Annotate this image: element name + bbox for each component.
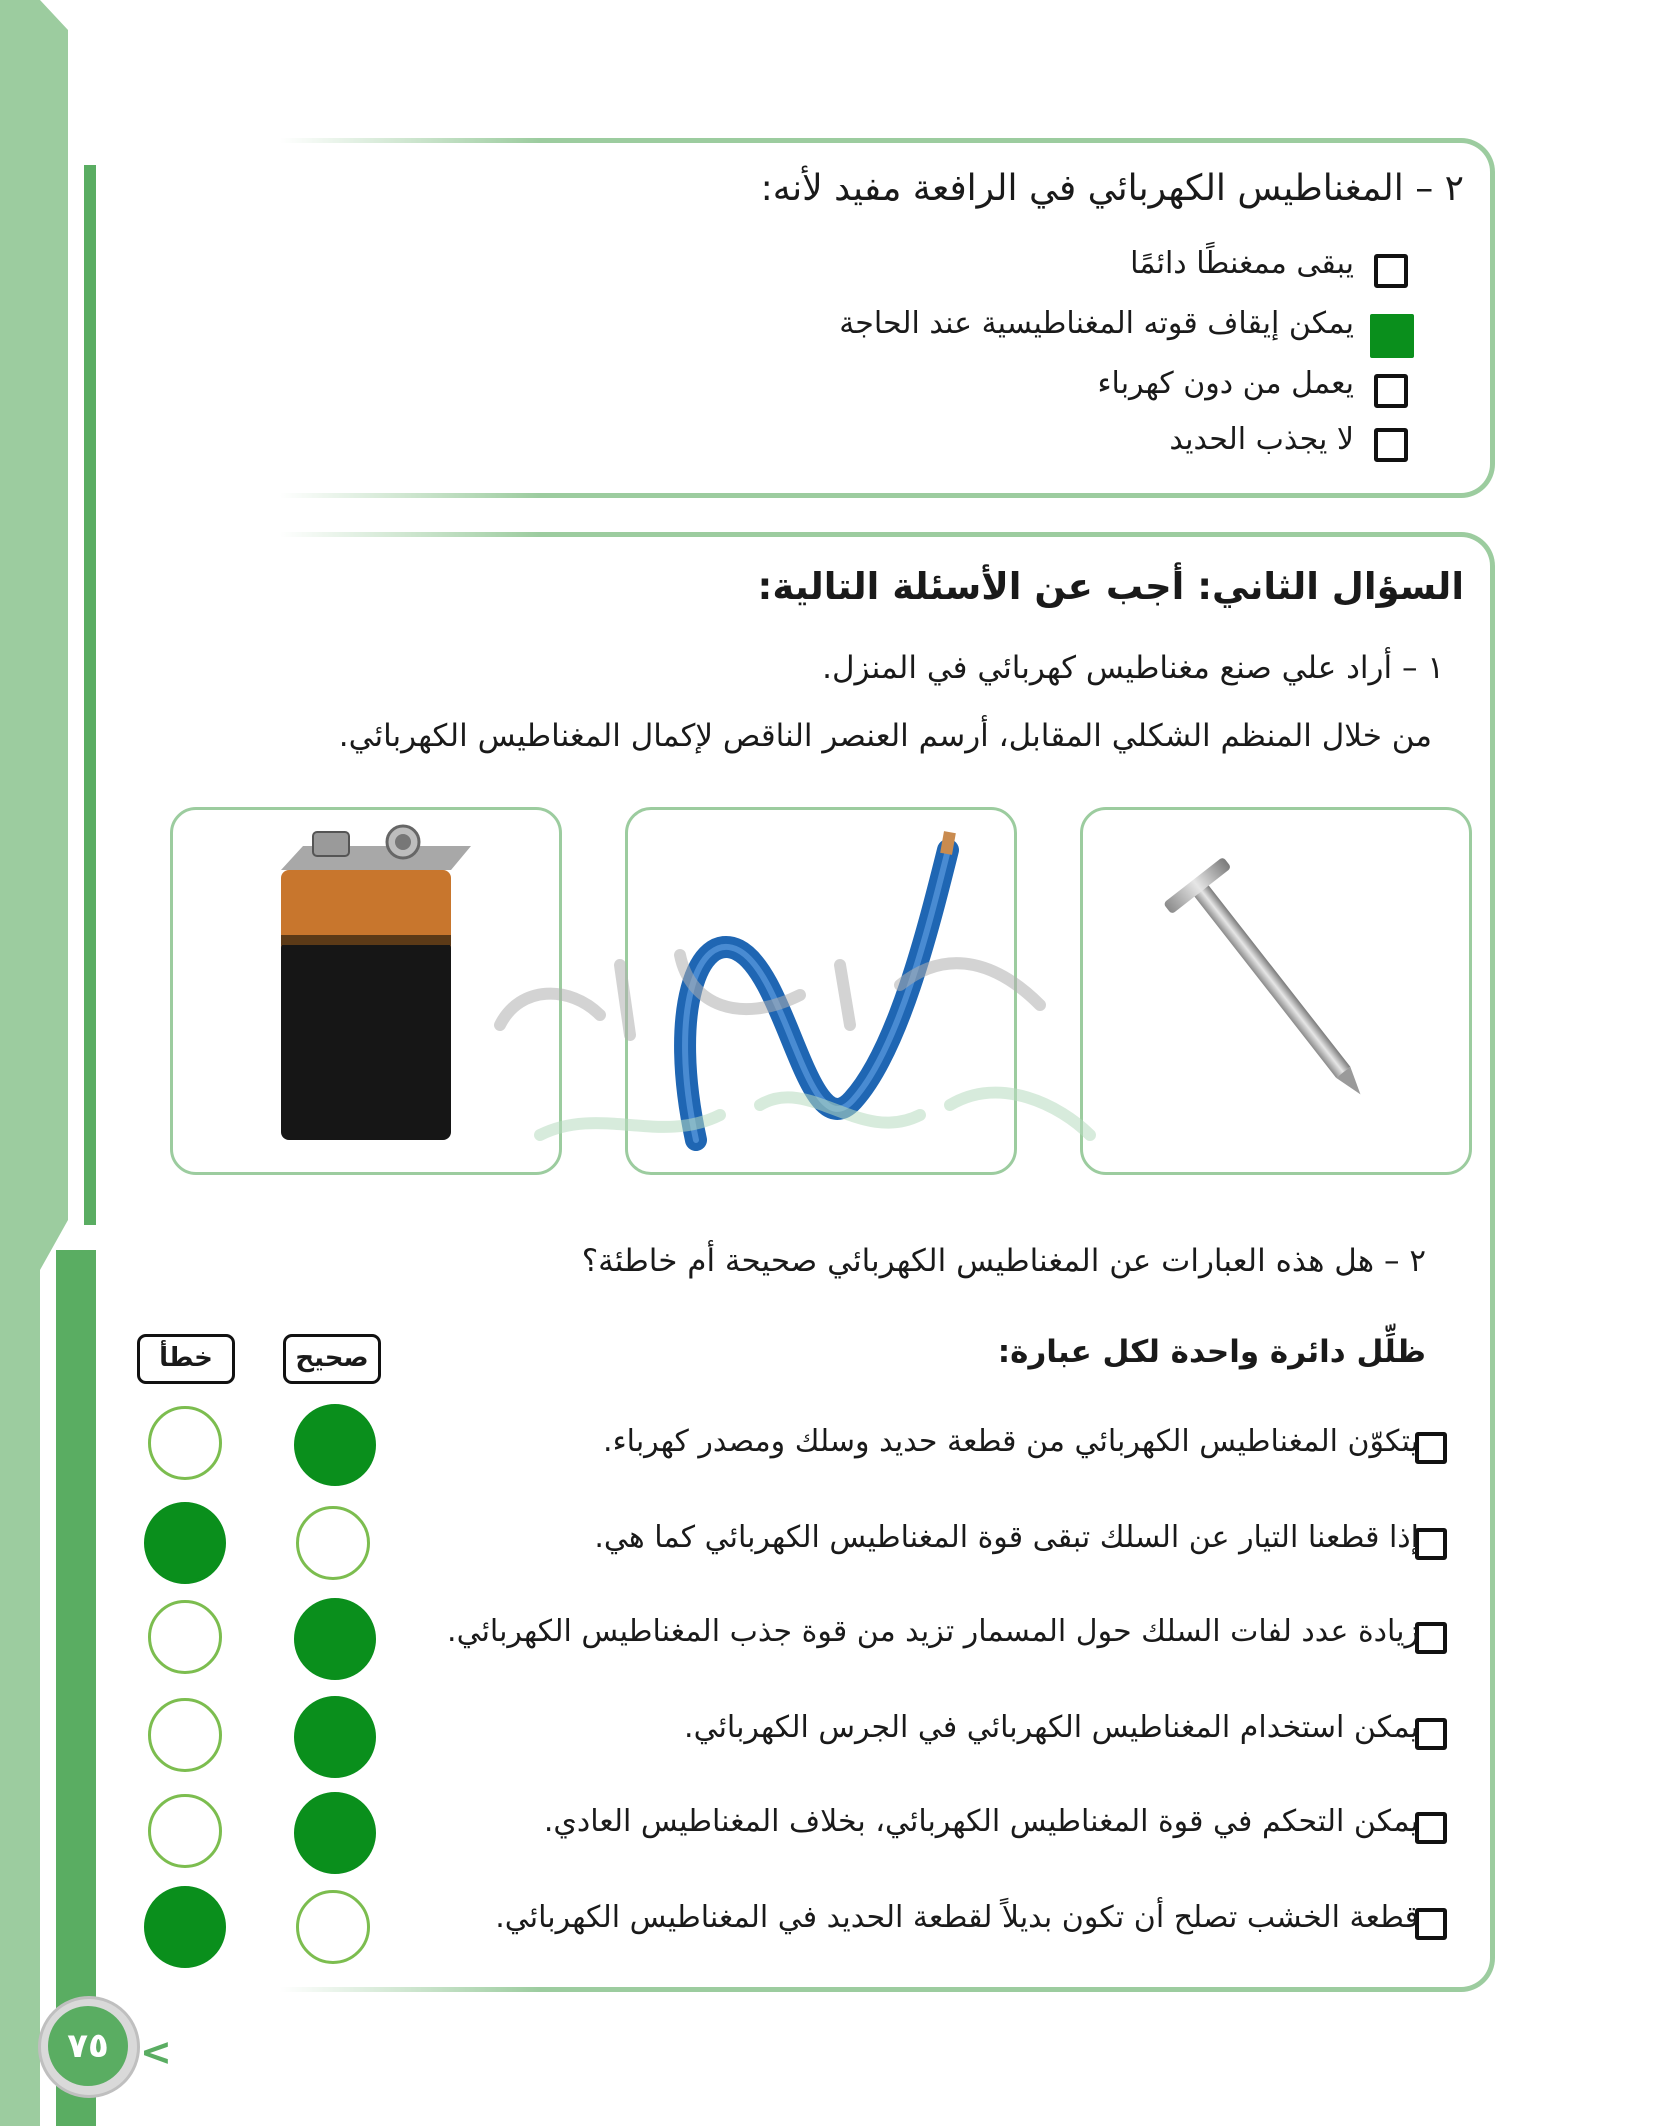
nail-image-frame bbox=[1080, 807, 1472, 1175]
item1-line2: من خلال المنظم الشكلي المقابل، أرسم العنصر الناقص لإكمال المغناطيس الكهربائي. bbox=[338, 718, 1432, 754]
statement-checkbox-1[interactable] bbox=[1415, 1432, 1447, 1464]
option-checkbox-4[interactable] bbox=[1374, 428, 1408, 462]
false-circle-4[interactable] bbox=[148, 1698, 222, 1772]
false-column-label: خطأ bbox=[137, 1334, 235, 1384]
chevron-right-icon: > bbox=[140, 2030, 172, 2074]
true-circle-4[interactable] bbox=[294, 1696, 376, 1778]
statement-checkbox-3[interactable] bbox=[1415, 1622, 1447, 1654]
false-circle-3[interactable] bbox=[148, 1600, 222, 1674]
side-band-stripe bbox=[84, 165, 96, 1225]
true-circle-6[interactable] bbox=[296, 1890, 370, 1964]
side-band-stripe-lower bbox=[56, 1250, 96, 2126]
nail-icon bbox=[1083, 810, 1469, 1172]
statement-1: يتكوّن المغناطيس الكهربائي من قطعة حديد وسلك ومصدر كهرباء. bbox=[603, 1424, 1419, 1459]
option-checkbox-1[interactable] bbox=[1374, 254, 1408, 288]
statement-3: زيادة عدد لفات السلك حول المسمار تزيد من قوة جذب المغناطيس الكهربائي. bbox=[447, 1614, 1419, 1649]
page-number: ٧٥ bbox=[48, 2006, 128, 2086]
option-label-1: يبقى ممغنطًا دائمًا bbox=[1130, 246, 1354, 281]
statement-4: يمكن استخدام المغناطيس الكهربائي في الجرس الكهربائي. bbox=[684, 1710, 1419, 1745]
instruction: ظلِّل دائرة واحدة لكل عبارة: bbox=[997, 1334, 1426, 1370]
option-checkbox-3[interactable] bbox=[1374, 374, 1408, 408]
watermark-logo bbox=[480, 905, 1120, 1205]
false-circle-1[interactable] bbox=[148, 1406, 222, 1480]
option-label-3: يعمل من دون كهرباء bbox=[1097, 366, 1354, 401]
statement-checkbox-2[interactable] bbox=[1415, 1528, 1447, 1560]
true-column-label: صحيح bbox=[283, 1334, 381, 1384]
statement-checkbox-4[interactable] bbox=[1415, 1718, 1447, 1750]
statement-checkbox-6[interactable] bbox=[1415, 1908, 1447, 1940]
option-label-2: يمكن إيقاف قوته المغناطيسية عند الحاجة bbox=[839, 306, 1354, 341]
true-circle-1[interactable] bbox=[294, 1404, 376, 1486]
q2-part1-title: ٢ – المغناطيس الكهربائي في الرافعة مفيد لأنه: bbox=[760, 168, 1464, 209]
false-circle-2[interactable] bbox=[144, 1502, 226, 1584]
statement-2: إذا قطعنا التيار عن السلك تبقى قوة المغناطيس الكهربائي كما هي. bbox=[594, 1520, 1419, 1555]
option-label-4: لا يجذب الحديد bbox=[1169, 422, 1354, 457]
question2-heading: السؤال الثاني: أجب عن الأسئلة التالية: bbox=[757, 565, 1464, 608]
item2-line: ٢ – هل هذه العبارات عن المغناطيس الكهربائي صحيحة أم خاطئة؟ bbox=[581, 1243, 1426, 1279]
statement-checkbox-5[interactable] bbox=[1415, 1812, 1447, 1844]
option-checkbox-2[interactable] bbox=[1370, 314, 1414, 358]
statement-5: يمكن التحكم في قوة المغناطيس الكهربائي، بخلاف المغناطيس العادي. bbox=[543, 1804, 1419, 1839]
true-circle-3[interactable] bbox=[294, 1598, 376, 1680]
false-circle-5[interactable] bbox=[148, 1794, 222, 1868]
statement-6: قطعة الخشب تصلح أن تكون بديلاً لقطعة الحديد في المغناطيس الكهربائي. bbox=[495, 1900, 1419, 1935]
item1-line1: ١ – أراد علي صنع مغناطيس كهربائي في المنزل. bbox=[822, 650, 1444, 686]
true-circle-5[interactable] bbox=[294, 1792, 376, 1874]
false-circle-6[interactable] bbox=[144, 1886, 226, 1968]
true-circle-2[interactable] bbox=[296, 1506, 370, 1580]
